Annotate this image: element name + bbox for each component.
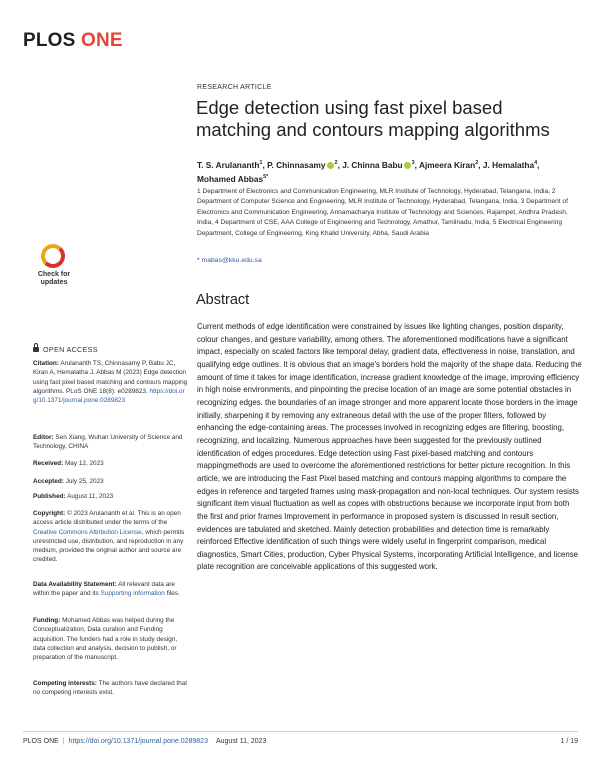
footer-journal: PLOS ONE [23,738,59,745]
check-for-updates-badge[interactable] [33,244,75,294]
data-availability-label: Data Availability Statement: [33,581,117,588]
open-access-label [33,345,98,354]
author-name: J. Chinna Babu [342,159,403,170]
author [267,160,342,170]
author-affiliation-mark: 3 [411,160,415,166]
author-list [197,157,577,185]
author-separator: , [537,159,540,170]
author-affiliation-mark: 1 [259,160,263,166]
supporting-information-link[interactable]: Supporting information [100,590,165,598]
author-separator: , [262,159,268,170]
citation-doi-link[interactable]: https://doi.org/10.1371/journal.pone.0289823 [33,387,185,405]
author-separator: , [414,159,419,170]
check-for-updates-label [33,271,75,287]
open-lock-icon [33,347,39,352]
author-name: J. Hemalatha [482,159,535,170]
footer-separator: | [62,738,65,745]
accepted-block [33,477,188,486]
corresponding-email-link[interactable]: mabas@kku.edu.sa [201,257,262,264]
author-name: Mohamed Abbas [197,173,264,184]
accepted-date: July 25, 2023 [65,478,104,485]
copyright-text: © 2023 Arulananth et al. This is an open access article distributed under the terms of the [33,510,181,527]
abstract-text: Current methods of edge identification were constrained by issues like lighting changes, position disparity, colour changes, and gesture variability, among others. The aforementioned modifications have a significant impact, especially on scaled factors like temporal delay, gradient data, effectiveness in noise, translation, and qualifying edge outlines. It is obvious that an image's borders hold the majority of the shape data. Reducing the amount of time it takes for image identification, increase gradient knowledge of the image, improving efficiency in high noise environments, and pinpointing the precise location of an image are some potential obstacles in recognizing edges. the boundaries of an image stronger and more apparent locate those borders in the image initially, sharpening it by removing any extraneous detail with the use of the proper filters, followed by enhancing the edge-containing areas. The processes involved in recognizing edges are filtering, boosting, recognizing, and localizing. Numerous approaches have been suggested for the previously outlined identification of edges procedures. Edge detection using Fast pixel-based matching and contours mappingmethods are used to overcome the aforementioned restrictions for better picture recognition. In this article, we are introducing the Fast Pixel based matching and contours mapping algorithms to compare the edges in reference and targeted frames using mask-propagation and non-local techniques. Our system resists significant item visual fluctuation as well as copes with obstructions because we incorporate input from both the first and prior frames Improvement in performance in proposed system is discussed in result section, evidences are tabulated and sketched. Mainly detection probabilities and detection time is remarkably reinforced Effective identification of such things were widely useful in fingerprint comparison, medical diagnostics, Smart Cities, production, Cyber Physical Systems, incorporating Artificial Intelligence, and license plate recognition are conceivable applications of this suggested work. [197,322,582,572]
corresponding-star: * [197,257,200,264]
author-name: T. S. Arulananth [197,159,260,170]
funding-block [33,616,188,662]
editor-block [33,433,188,452]
copyright-text-2: , which permits unrestricted use, distribution, and reproduction in any medium, provided the original author and source are credited. [33,528,185,564]
author-separator: , [478,159,483,170]
author-affiliation-mark: 5* [263,173,269,180]
copyright-block [33,509,188,565]
accepted-label: Accepted: [33,478,64,485]
abstract-heading: Abstract [196,292,250,308]
editor-text: Sen Xiang, Wuhan University of Science and Technology, CHINA [33,434,183,451]
received-date: May 12, 2023 [64,460,104,467]
page-footer [23,738,266,745]
author [197,160,267,170]
footer-date: August 11, 2023 [215,738,267,745]
received-label: Received: [33,460,64,467]
author-separator: , [337,159,343,170]
data-availability-block [33,580,188,599]
published-label: Published: [33,493,66,500]
author [197,174,268,184]
author [419,160,483,170]
published-block [33,492,188,501]
funding-label: Funding: [33,617,61,624]
logo-plos: PLOS [23,30,76,51]
orcid-icon[interactable] [327,162,334,169]
funding-text: Mohamed Abbas was helped during the Conceptualization, Data curation and Funding acquisition. The funders had a role in study design, data collection and analysis, decision to publish, or preparation of the manuscript. [33,617,178,662]
competing-interests-block [33,679,188,698]
journal-logo[interactable] [23,30,123,52]
citation-block [33,359,188,405]
page-number: 1 / 19 [560,738,578,745]
author-affiliation-mark: 2 [334,160,338,166]
citation-label: Citation: [33,360,59,367]
check-for-updates-icon [41,244,65,268]
author-name: Ajmeera Kiran [418,159,476,170]
author-affiliation-mark: 2 [475,160,479,166]
article-type: RESEARCH ARTICLE [197,84,272,91]
copyright-label: Copyright: [33,510,66,517]
author [483,160,540,170]
open-access-text: OPEN ACCESS [43,345,98,354]
license-link[interactable]: Creative Commons Attribution License [33,528,142,536]
affiliations: 1 Department of Electronics and Communication Engineering, MLR Institute of Technology, Hyderabad, Telangana, India, 2 Department of Computer Science and Engineering, MLR Institute of Technology, Hyderabad, Telangana, India, 3 Department of Electronics and Communication Engineering, Annamacharya Institute of Technology and Sciences, Rajampet, Andhra Pradesh, India, 4 Department of CSE, AAA College of Engineering and Technology, Amathur, Tamilnadu, India, 5 Electrical Engineering Department, College of Engineering, King Khalid University, Abha, Saudi Arabia [197,188,568,237]
competing-interests-text: The authors have declared that no competing interests exist. [33,680,188,697]
competing-interests-label: Competing interests: [33,680,97,687]
citation-text: Arulananth TS, Chinnasamy P, Babu JC, Kiran A, Hemalatha J, Abbas M (2023) Edge detection using fast pixel based matching and contours mapping algorithms. PLoS ONE 18(8): e0289823. [33,360,188,395]
published-date: August 11, 2023 [67,493,114,500]
footer-divider [23,731,578,732]
badge-line2: updates [40,279,68,286]
logo-one: ONE [81,30,123,51]
badge-line1: Check for [37,271,71,278]
data-availability-text-2: files. [166,590,180,598]
orcid-icon[interactable] [404,162,411,169]
author-affiliation-mark: 4 [534,160,538,166]
editor-label: Editor: [33,434,54,441]
article-title: Edge detection using fast pixel based matching and contours mapping algorithms [196,97,550,140]
received-block [33,459,188,468]
data-availability-text: All relevant data are within the paper and its [33,581,175,598]
corresponding-author [197,257,262,264]
author-name: P. Chinnasamy [267,159,326,170]
author [342,160,419,170]
footer-doi-link[interactable]: https://doi.org/10.1371/journal.pone.0289823 [68,738,208,745]
